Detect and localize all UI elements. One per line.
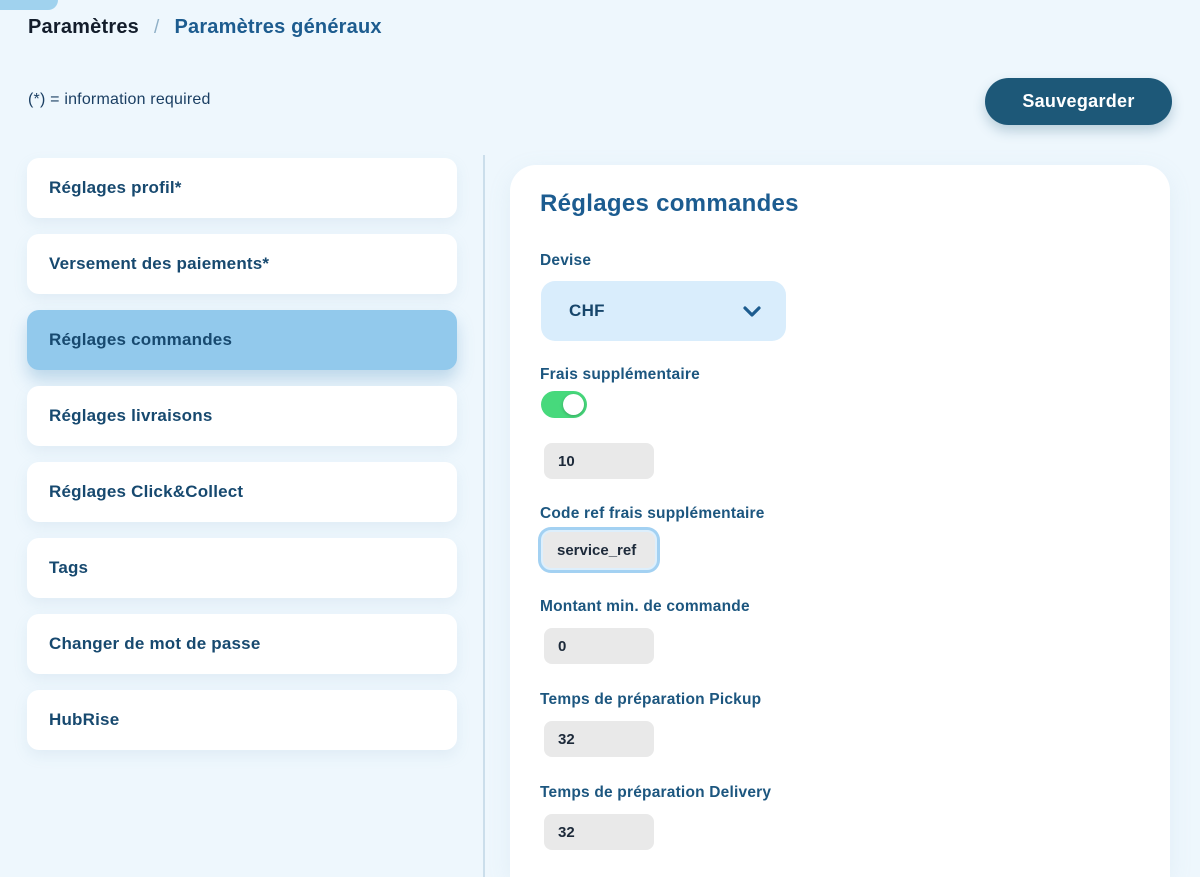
prep-delivery-label: Temps de préparation Delivery — [540, 784, 772, 801]
toggle-knob — [563, 394, 584, 415]
panel-title: Réglages commandes — [540, 190, 799, 217]
breadcrumb-section[interactable]: Paramètres généraux — [174, 16, 382, 38]
devise-select[interactable] — [541, 281, 786, 341]
top-tab-remnant — [0, 0, 58, 10]
code-ref-label: Code ref frais supplémentaire — [540, 505, 765, 522]
sidebar-item-label: Versement des paiements* — [49, 254, 270, 273]
prep-delivery-input[interactable] — [544, 814, 654, 850]
sidebar-item-label: Changer de mot de passe — [49, 634, 261, 653]
frais-supplementaire-input[interactable] — [544, 443, 654, 479]
prep-pickup-label: Temps de préparation Pickup — [540, 691, 762, 708]
sidebar-item-label: Réglages profil* — [49, 178, 182, 197]
sidebar-item-versement-paiements[interactable] — [27, 234, 457, 294]
breadcrumb — [28, 16, 382, 39]
code-ref-input[interactable] — [541, 530, 657, 570]
chevron-down-icon — [743, 306, 761, 317]
sidebar-item-reglages-clickcollect[interactable] — [27, 462, 457, 522]
frais-supplementaire-label: Frais supplémentaire — [540, 366, 700, 383]
montant-min-label: Montant min. de commande — [540, 598, 750, 615]
sidebar-item-hubrise[interactable] — [27, 690, 457, 750]
sidebar-item-label: HubRise — [49, 710, 120, 729]
sidebar-item-label: Tags — [49, 558, 89, 577]
sidebar-item-tags[interactable] — [27, 538, 457, 598]
devise-label: Devise — [540, 252, 592, 269]
sidebar-item-changer-mot-de-passe[interactable] — [27, 614, 457, 674]
prep-pickup-input[interactable] — [544, 721, 654, 757]
sidebar-item-label: Réglages Click&Collect — [49, 482, 244, 501]
settings-panel — [510, 165, 1170, 877]
sidebar-item-label: Réglages commandes — [49, 330, 233, 349]
sidebar-item-reglages-commandes[interactable] — [27, 310, 457, 370]
vertical-divider — [483, 155, 485, 877]
breadcrumb-current[interactable]: Paramètres — [28, 16, 139, 38]
devise-selected-value: CHF — [569, 301, 605, 320]
sidebar-item-label: Réglages livraisons — [49, 406, 213, 425]
sidebar-item-reglages-livraisons[interactable] — [27, 386, 457, 446]
breadcrumb-separator: / — [153, 16, 160, 38]
required-note: (*) = information required — [28, 91, 211, 108]
frais-supplementaire-toggle[interactable] — [541, 391, 587, 418]
montant-min-input[interactable] — [544, 628, 654, 664]
sidebar-item-reglages-profil[interactable] — [27, 158, 457, 218]
save-button[interactable]: Sauvegarder — [985, 78, 1172, 125]
